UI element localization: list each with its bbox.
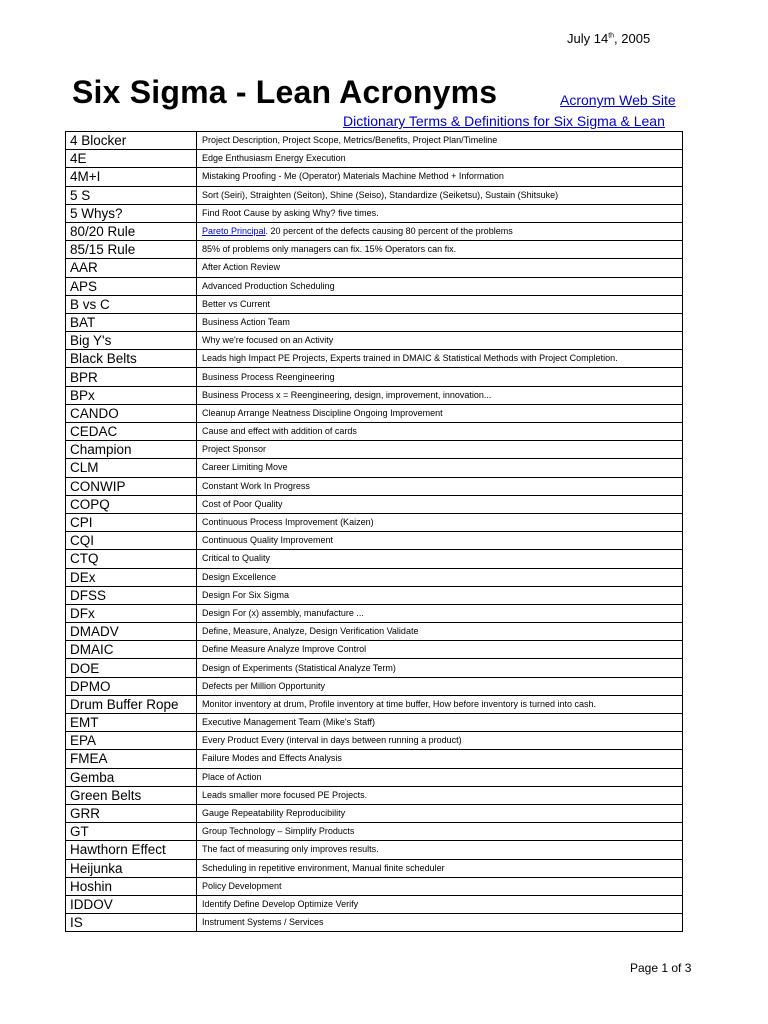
acronym-definition: Project Sponsor bbox=[197, 441, 683, 459]
acronym-definition: Design of Experiments (Statistical Analyze Term) bbox=[197, 659, 683, 677]
acronym-definition: Mistaking Proofing - Me (Operator) Materials Machine Method + Information bbox=[197, 168, 683, 186]
acronym-term: BAT bbox=[66, 313, 197, 331]
acronym-definition: Scheduling in repetitive environment, Manual finite scheduler bbox=[197, 859, 683, 877]
acronym-term: 85/15 Rule bbox=[66, 241, 197, 259]
acronym-term: DMADV bbox=[66, 623, 197, 641]
table-row bbox=[66, 604, 683, 622]
acronym-definition: Critical to Quality bbox=[197, 550, 683, 568]
table-row bbox=[66, 750, 683, 768]
acronym-definition: Business Process Reengineering bbox=[197, 368, 683, 386]
acronym-term: Champion bbox=[66, 441, 197, 459]
acronym-definition: Identify Define Develop Optimize Verify bbox=[197, 895, 683, 913]
acronym-term: Gemba bbox=[66, 768, 197, 786]
acronym-definition: Constant Work In Progress bbox=[197, 477, 683, 495]
acronym-table bbox=[65, 131, 683, 932]
acronym-definition: Executive Management Team (Mike's Staff) bbox=[197, 714, 683, 732]
table-row bbox=[66, 222, 683, 240]
table-row bbox=[66, 295, 683, 313]
acronym-term: COPQ bbox=[66, 495, 197, 513]
acronym-definition: Edge Enthusiasm Energy Execution bbox=[197, 150, 683, 168]
table-row bbox=[66, 386, 683, 404]
acronym-term: GRR bbox=[66, 804, 197, 822]
acronym-term: BPR bbox=[66, 368, 197, 386]
table-row bbox=[66, 150, 683, 168]
acronym-definition: Project Description, Project Scope, Metrics/Benefits, Project Plan/Timeline bbox=[197, 132, 683, 150]
acronym-term: Hawthorn Effect bbox=[66, 841, 197, 859]
acronym-term: IDDOV bbox=[66, 895, 197, 913]
acronym-definition: Business Action Team bbox=[197, 313, 683, 331]
acronym-definition: Find Root Cause by asking Why? five times. bbox=[197, 204, 683, 222]
acronym-term: AAR bbox=[66, 259, 197, 277]
acronym-definition: Better vs Current bbox=[197, 295, 683, 313]
table-row bbox=[66, 732, 683, 750]
acronym-definition: Define Measure Analyze Improve Control bbox=[197, 641, 683, 659]
table-row bbox=[66, 495, 683, 513]
acronym-definition: Policy Development bbox=[197, 877, 683, 895]
acronym-definition: Sort (Seiri), Straighten (Seiton), Shine (Seiso), Standardize (Seiketsu), Sustain (Shitsuke) bbox=[197, 186, 683, 204]
table-row bbox=[66, 368, 683, 386]
acronym-definition: Continuous Process Improvement (Kaizen) bbox=[197, 513, 683, 531]
acronym-table-body bbox=[66, 132, 683, 932]
acronym-term: DOE bbox=[66, 659, 197, 677]
acronym-definition: Failure Modes and Effects Analysis bbox=[197, 750, 683, 768]
table-row bbox=[66, 641, 683, 659]
acronym-term: 4M+I bbox=[66, 168, 197, 186]
acronym-term: DMAIC bbox=[66, 641, 197, 659]
acronym-definition: The fact of measuring only improves results. bbox=[197, 841, 683, 859]
acronym-term: DFSS bbox=[66, 586, 197, 604]
acronym-definition: 85% of problems only managers can fix. 15% Operators can fix. bbox=[197, 241, 683, 259]
acronym-term: CANDO bbox=[66, 404, 197, 422]
acronym-definition: Leads smaller more focused PE Projects. bbox=[197, 786, 683, 804]
acronym-term: 5 Whys? bbox=[66, 204, 197, 222]
acronym-definition: Advanced Production Scheduling bbox=[197, 277, 683, 295]
acronym-definition: Group Technology – Simplify Products bbox=[197, 823, 683, 841]
acronym-term: CONWIP bbox=[66, 477, 197, 495]
acronym-term: 5 S bbox=[66, 186, 197, 204]
table-row bbox=[66, 204, 683, 222]
table-row bbox=[66, 877, 683, 895]
table-row bbox=[66, 568, 683, 586]
table-row bbox=[66, 459, 683, 477]
acronym-term: GT bbox=[66, 823, 197, 841]
acronym-definition: Gauge Repeatability Reproducibility bbox=[197, 804, 683, 822]
acronym-definition: After Action Review bbox=[197, 259, 683, 277]
acronym-term: BPx bbox=[66, 386, 197, 404]
acronym-term: 80/20 Rule bbox=[66, 222, 197, 240]
acronym-term: Black Belts bbox=[66, 350, 197, 368]
date-text: July 14 bbox=[567, 31, 609, 46]
acronym-definition: Design For Six Sigma bbox=[197, 586, 683, 604]
acronym-term: DFx bbox=[66, 604, 197, 622]
acronym-term: Green Belts bbox=[66, 786, 197, 804]
acronym-term: CPI bbox=[66, 513, 197, 531]
table-row bbox=[66, 768, 683, 786]
date-year: , 2005 bbox=[614, 31, 651, 46]
table-row bbox=[66, 532, 683, 550]
acronym-term: CQI bbox=[66, 532, 197, 550]
acronym-definition: Continuous Quality Improvement bbox=[197, 532, 683, 550]
acronym-term: CEDAC bbox=[66, 423, 197, 441]
acronym-definition: Define, Measure, Analyze, Design Verification Validate bbox=[197, 623, 683, 641]
page-number: Page 1 of 3 bbox=[630, 961, 692, 975]
table-row bbox=[66, 677, 683, 695]
table-row bbox=[66, 786, 683, 804]
acronym-term: IS bbox=[66, 914, 197, 932]
acronym-term: DEx bbox=[66, 568, 197, 586]
table-row bbox=[66, 695, 683, 713]
table-row bbox=[66, 859, 683, 877]
acronym-term: APS bbox=[66, 277, 197, 295]
table-row bbox=[66, 277, 683, 295]
table-row bbox=[66, 804, 683, 822]
table-row bbox=[66, 550, 683, 568]
table-row bbox=[66, 186, 683, 204]
acronym-definition: Cause and effect with addition of cards bbox=[197, 423, 683, 441]
definition-text: . 20 percent of the defects causing 80 percent of the problems bbox=[265, 226, 513, 237]
acronym-term: CLM bbox=[66, 459, 197, 477]
acronym-definition: Career Limiting Move bbox=[197, 459, 683, 477]
table-row bbox=[66, 841, 683, 859]
table-row bbox=[66, 513, 683, 531]
table-row bbox=[66, 441, 683, 459]
acronym-web-site-link[interactable]: Acronym Web Site bbox=[560, 92, 676, 108]
table-row bbox=[66, 714, 683, 732]
acronym-definition: Every Product Every (interval in days between running a product) bbox=[197, 732, 683, 750]
dictionary-terms-link[interactable]: Dictionary Terms & Definitions for Six Sigma & Lean bbox=[343, 113, 665, 129]
table-row bbox=[66, 477, 683, 495]
acronym-definition: Instrument Systems / Services bbox=[197, 914, 683, 932]
table-row bbox=[66, 241, 683, 259]
table-row bbox=[66, 404, 683, 422]
acronym-definition: Cost of Poor Quality bbox=[197, 495, 683, 513]
date-ordinal-suffix: th bbox=[608, 32, 615, 40]
table-row bbox=[66, 423, 683, 441]
acronym-definition: Design Excellence bbox=[197, 568, 683, 586]
table-row bbox=[66, 168, 683, 186]
table-row bbox=[66, 259, 683, 277]
acronym-term: CTQ bbox=[66, 550, 197, 568]
table-row bbox=[66, 823, 683, 841]
acronym-term: FMEA bbox=[66, 750, 197, 768]
acronym-term: Drum Buffer Rope bbox=[66, 695, 197, 713]
document-date bbox=[567, 31, 650, 46]
table-row bbox=[66, 914, 683, 932]
acronym-term: EPA bbox=[66, 732, 197, 750]
acronym-term: Heijunka bbox=[66, 859, 197, 877]
acronym-definition: Why we're focused on an Activity bbox=[197, 332, 683, 350]
table-row bbox=[66, 313, 683, 331]
table-row bbox=[66, 332, 683, 350]
acronym-definition: Business Process x = Reengineering, design, improvement, innovation... bbox=[197, 386, 683, 404]
acronym-term: 4E bbox=[66, 150, 197, 168]
table-row bbox=[66, 132, 683, 150]
acronym-term: DPMO bbox=[66, 677, 197, 695]
acronym-definition: Leads high Impact PE Projects, Experts trained in DMAIC & Statistical Methods with Project Completion. bbox=[197, 350, 683, 368]
acronym-term: Hoshin bbox=[66, 877, 197, 895]
acronym-definition: Design For (x) assembly, manufacture ... bbox=[197, 604, 683, 622]
acronym-definition bbox=[197, 222, 683, 240]
acronym-term: Big Y's bbox=[66, 332, 197, 350]
acronym-term: 4 Blocker bbox=[66, 132, 197, 150]
table-row bbox=[66, 623, 683, 641]
page-title: Six Sigma - Lean Acronyms bbox=[72, 74, 498, 110]
acronym-definition: Place of Action bbox=[197, 768, 683, 786]
acronym-definition: Cleanup Arrange Neatness Discipline Ongoing Improvement bbox=[197, 404, 683, 422]
acronym-term: EMT bbox=[66, 714, 197, 732]
table-row bbox=[66, 350, 683, 368]
acronym-definition: Monitor inventory at drum, Profile inventory at time buffer, How before inventory is turned into cash. bbox=[197, 695, 683, 713]
table-row bbox=[66, 586, 683, 604]
table-row bbox=[66, 659, 683, 677]
acronym-definition: Defects per Million Opportunity bbox=[197, 677, 683, 695]
pareto-principal-link[interactable]: Pareto Principal bbox=[202, 226, 266, 237]
acronym-term: B vs C bbox=[66, 295, 197, 313]
table-row bbox=[66, 895, 683, 913]
